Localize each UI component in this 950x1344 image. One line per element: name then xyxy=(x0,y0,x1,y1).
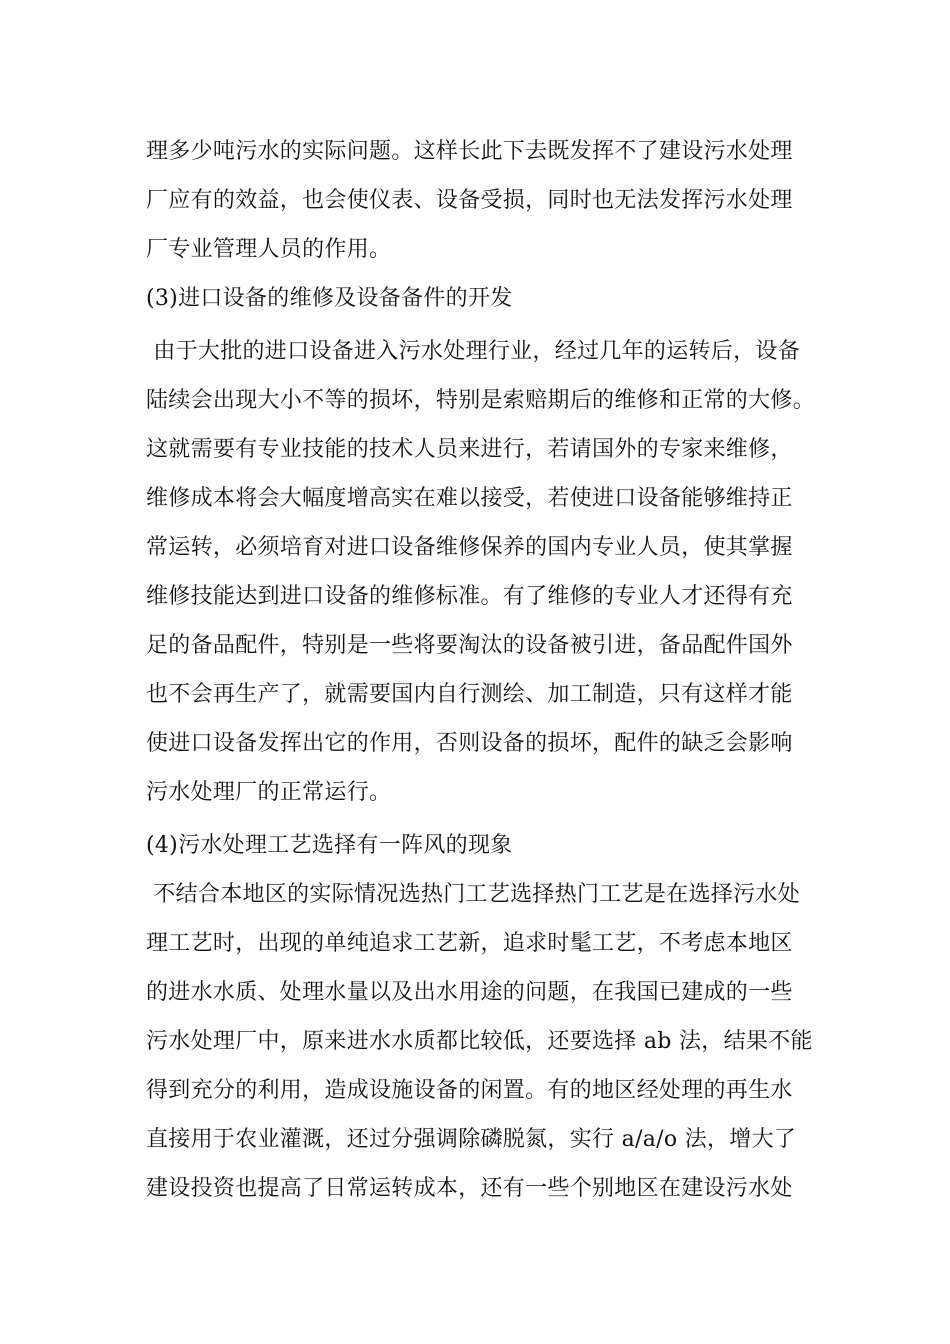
text-line: 得到充分的利用，造成设施设备的闲置。有的地区经处理的再生水 xyxy=(146,1078,793,1103)
text-line: 维修技能达到进口设备的维修标准。有了维修的专业人才还得有充 xyxy=(146,584,793,609)
text-line: 理多少吨污水的实际问题。这样长此下去既发挥不了建设污水处理 xyxy=(146,139,793,164)
text-line: 维修成本将会大幅度增高实在难以接受，若使进口设备能够维持正 xyxy=(146,486,793,511)
text-line: 不结合本地区的实际情况选热门工艺选择热门工艺是在选择污水处 xyxy=(146,882,800,907)
text-line: 也不会再生产了，就需要国内自行测绘、加工制造，只有这样才能 xyxy=(146,682,793,707)
text-line: 常运转，必须培育对进口设备维修保养的国内专业人员，使其掌握 xyxy=(146,535,793,560)
text-line: 这就需要有专业技能的技术人员来进行，若请国外的专家来维修， xyxy=(146,437,793,462)
text-line: 由于大批的进口设备进入污水处理行业，经过几年的运转后，设备 xyxy=(146,339,800,364)
text-line: 建设投资也提高了日常运转成本，还有一些个别地区在建设污水处 xyxy=(146,1176,793,1201)
text-line: 理工艺时，出现的单纯追求工艺新，追求时髦工艺，不考虑本地区 xyxy=(146,931,793,956)
text-line: 使进口设备发挥出它的作用，否则设备的损坏，配件的缺乏会影响 xyxy=(146,731,793,756)
text-line: 厂专业管理人员的作用。 xyxy=(146,237,392,262)
section-heading: (4)污水处理工艺选择有一阵风的现象 xyxy=(146,833,513,858)
section-heading: (3)进口设备的维修及设备备件的开发 xyxy=(146,286,513,311)
text-line: 陆续会出现大小不等的损坏，特别是索赔期后的维修和正常的大修。 xyxy=(146,388,816,413)
text-line: 足的备品配件，特别是一些将要淘汰的设备被引进，备品配件国外 xyxy=(146,633,793,658)
text-line: 污水处理厂的正常运行。 xyxy=(146,780,392,805)
text-line: 厂应有的效益，也会使仪表、设备受损，同时也无法发挥污水处理 xyxy=(146,188,793,213)
text-line: 直接用于农业灌溉，还过分强调除磷脱氮，实行 a/a/o 法，增大了 xyxy=(146,1127,797,1152)
text-line: 的进水水质、处理水量以及出水用途的问题，在我国已建成的一些 xyxy=(146,980,793,1005)
text-line: 污水处理厂中，原来进水水质都比较低，还要选择 ab 法，结果不能 xyxy=(146,1029,813,1054)
